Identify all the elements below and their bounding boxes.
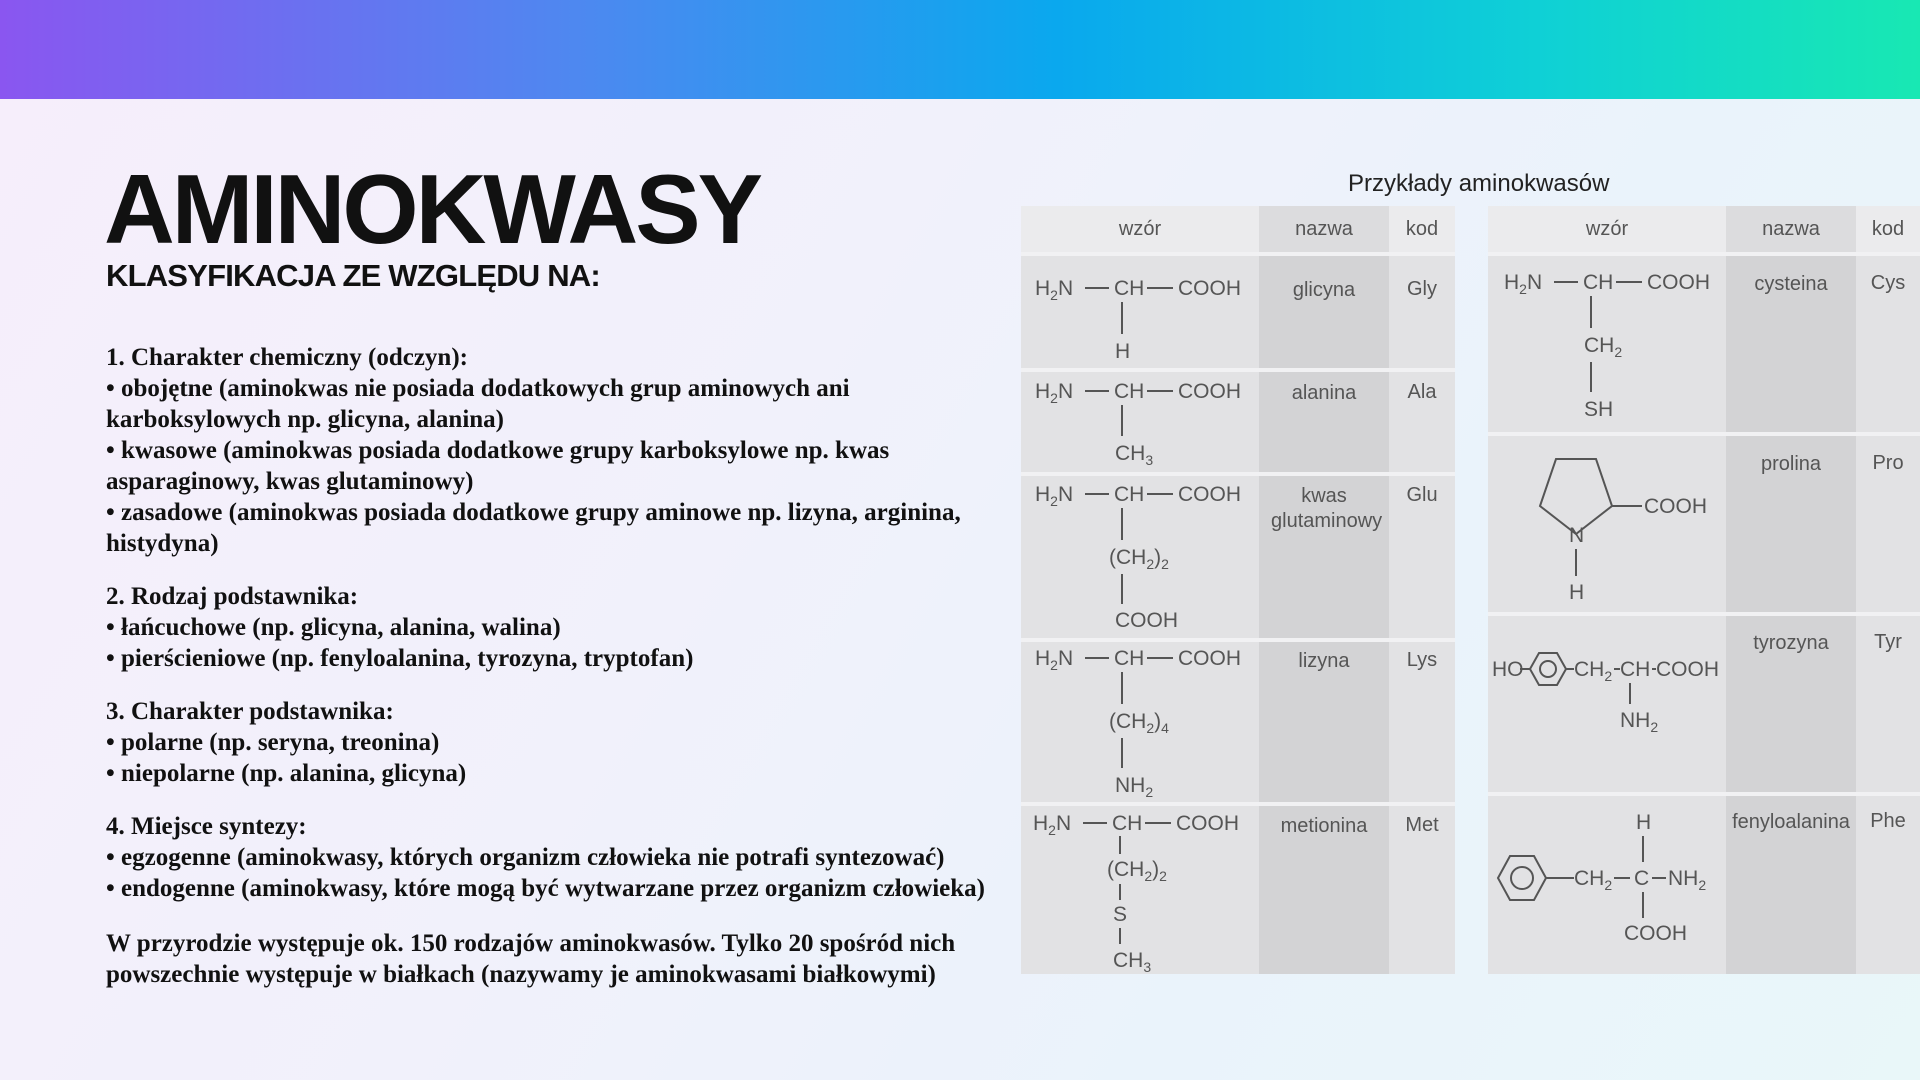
svg-text:H2N: $H_2N$: [1504, 271, 1543, 297]
svg-text:CH2: $CH_2$: [1574, 658, 1613, 684]
svg-text:COOH: COOH: [1624, 922, 1687, 945]
amino-code: Pro: [1872, 452, 1904, 474]
formula-cysteine: [1504, 271, 1710, 421]
section-line: • łańcuchowe (np. glicyna, alanina, walina): [106, 614, 561, 641]
svg-text:H: H: [1569, 581, 1585, 604]
svg-text:CH2: $CH_2$: [1584, 334, 1623, 360]
svg-text:C: C: [1634, 867, 1650, 890]
svg-text:H2N: $H_2N$: [1035, 277, 1074, 303]
svg-text:NH2: $NH_2$: [1115, 774, 1154, 800]
amino-name: tyrozyna: [1753, 632, 1829, 654]
formula-lysine: [1035, 647, 1241, 800]
svg-text:COOH: COOH: [1176, 812, 1239, 835]
svg-text:CH: CH: [1114, 647, 1145, 670]
svg-text:CH2: $CH_2$: [1574, 867, 1613, 893]
svg-text:H2N: $H_2N$: [1035, 647, 1074, 673]
svg-text:CH: CH: [1112, 812, 1143, 835]
header-code: kod: [1856, 206, 1920, 252]
svg-text:S: S: [1113, 903, 1128, 926]
section-synthesis-place: [106, 811, 1006, 904]
section-line: • endogenne (aminokwasy, które mogą być wytwarzane przez organizm człowieka): [106, 875, 986, 902]
section-line: • obojętne (aminokwas nie posiada dodatkowych grup aminowych ani karboksylowych np. glicyna, alanina): [106, 375, 850, 433]
svg-text:H: H: [1115, 340, 1131, 363]
svg-text:H2N: $H_2N$: [1035, 483, 1074, 509]
amino-code: Cys: [1870, 272, 1906, 294]
svg-text:(CH2)4: $(CH_2)_4$: [1109, 710, 1169, 736]
formula-methionine: [1033, 812, 1239, 974]
svg-text:COOH: COOH: [1178, 483, 1241, 506]
amino-code: Ala: [1407, 381, 1437, 403]
section-line: • polarne (np. seryna, treonina): [106, 729, 440, 756]
amino-name: metionina: [1280, 815, 1368, 837]
amino-name: lizyna: [1298, 650, 1350, 672]
section-line: • egzogenne (aminokwasy, których organizm człowieka nie potrafi syntezować): [106, 844, 945, 871]
formula-alanine: [1035, 380, 1241, 468]
svg-text:CH: CH: [1114, 277, 1145, 300]
page-subtitle: KLASYFIKACJA ZE WZGLĘDU NA:: [106, 258, 600, 293]
header-code: kod: [1389, 206, 1455, 252]
svg-text:HO: HO: [1492, 658, 1524, 681]
section-heading: 2. Rodzaj podstawnika:: [106, 583, 359, 610]
amino-name: alanina: [1291, 382, 1357, 404]
header-name: nazwa: [1726, 206, 1856, 252]
header-name: nazwa: [1259, 206, 1389, 252]
svg-text:COOH: COOH: [1178, 277, 1241, 300]
svg-text:H: H: [1636, 811, 1652, 834]
footer-note: W przyrodzie występuje ok. 150 rodzajów aminokwasów. Tylko 20 spośród nich powszechnie występuje w białkach (nazywamy je aminokwasami białkowymi): [106, 930, 956, 988]
section-line: • kwasowe (aminokwas posiada dodatkowe grupy karboksylowe np. kwas asparaginowy, kwas glutaminowy): [106, 437, 890, 495]
name-column: [1259, 252, 1389, 974]
section-heading: 3. Charakter podstawnika:: [106, 698, 394, 725]
structural-formulas-right: [1488, 206, 1726, 974]
svg-text:COOH: COOH: [1178, 380, 1241, 403]
svg-text:(CH2)2: $(CH_2)_2$: [1107, 858, 1167, 884]
amino-name: glicyna: [1292, 279, 1356, 301]
svg-text:COOH: COOH: [1656, 658, 1719, 681]
section-chemical-character: [106, 342, 1006, 559]
amino-name: kwas glutaminowy: [1271, 485, 1383, 532]
amino-code: Gly: [1407, 278, 1437, 300]
section-line: • zasadowe (aminokwas posiada dodatkowe grupy aminowe np. lizyna, arginina, histydyna): [106, 499, 961, 557]
formula-glycine: [1035, 277, 1241, 363]
amino-name: fenyloalanina: [1732, 811, 1850, 833]
section-line: • niepolarne (np. alanina, glicyna): [106, 760, 467, 787]
header-formula: wzór: [1488, 206, 1726, 252]
svg-text:CH: CH: [1114, 483, 1145, 506]
svg-text:H2N: $H_2N$: [1035, 380, 1074, 406]
svg-text:COOH: COOH: [1647, 271, 1710, 294]
section-substituent-character: [106, 696, 1006, 789]
amino-table-left: [1021, 206, 1455, 974]
svg-text:CH: CH: [1583, 271, 1614, 294]
section-substituent-type: [106, 581, 1006, 674]
amino-code: Glu: [1406, 484, 1438, 506]
section-heading: 1. Charakter chemiczny (odczyn):: [106, 344, 468, 371]
amino-code: Lys: [1406, 649, 1438, 671]
svg-text:N: N: [1569, 524, 1585, 547]
classification-text: [106, 342, 1006, 1015]
section-line: • pierścieniowe (np. fenyloalanina, tyrozyna, tryptofan): [106, 645, 694, 672]
svg-text:CH: CH: [1620, 658, 1651, 681]
amino-name: prolina: [1760, 453, 1822, 475]
svg-text:CH: CH: [1114, 380, 1145, 403]
page-title: AMINOKWASY: [104, 154, 760, 264]
top-gradient-bar: [0, 0, 1920, 99]
formula-proline: [1540, 459, 1707, 604]
section-heading: 4. Miejsce syntezy:: [106, 813, 307, 840]
svg-text:COOH: COOH: [1644, 495, 1707, 518]
header-formula: wzór: [1021, 206, 1259, 252]
svg-text:NH2: $NH_2$: [1668, 867, 1707, 893]
svg-text:COOH: COOH: [1115, 609, 1178, 632]
svg-text:CH3: $CH_3$: [1113, 949, 1152, 974]
amino-table-right: [1488, 206, 1920, 974]
svg-text:CH3: $CH_3$: [1115, 442, 1154, 468]
svg-text:COOH: COOH: [1178, 647, 1241, 670]
table-title: Przykłady aminokwasów: [1348, 170, 1610, 197]
formula-phenylalanine: [1498, 811, 1706, 945]
svg-text:H2N: $H_2N$: [1033, 812, 1072, 838]
amino-name: cysteina: [1754, 273, 1828, 295]
structural-formulas-left: [1021, 206, 1259, 974]
svg-text:(CH2)2: $(CH_2)_2$: [1109, 546, 1169, 572]
amino-code: Tyr: [1874, 631, 1902, 653]
formula-tyrosine: [1492, 653, 1719, 735]
svg-text:NH2: $NH_2$: [1620, 709, 1659, 735]
amino-code: Phe: [1870, 810, 1906, 832]
formula-glutamic-acid: [1035, 483, 1241, 632]
svg-text:SH: SH: [1584, 398, 1614, 421]
amino-code: Met: [1405, 814, 1439, 836]
